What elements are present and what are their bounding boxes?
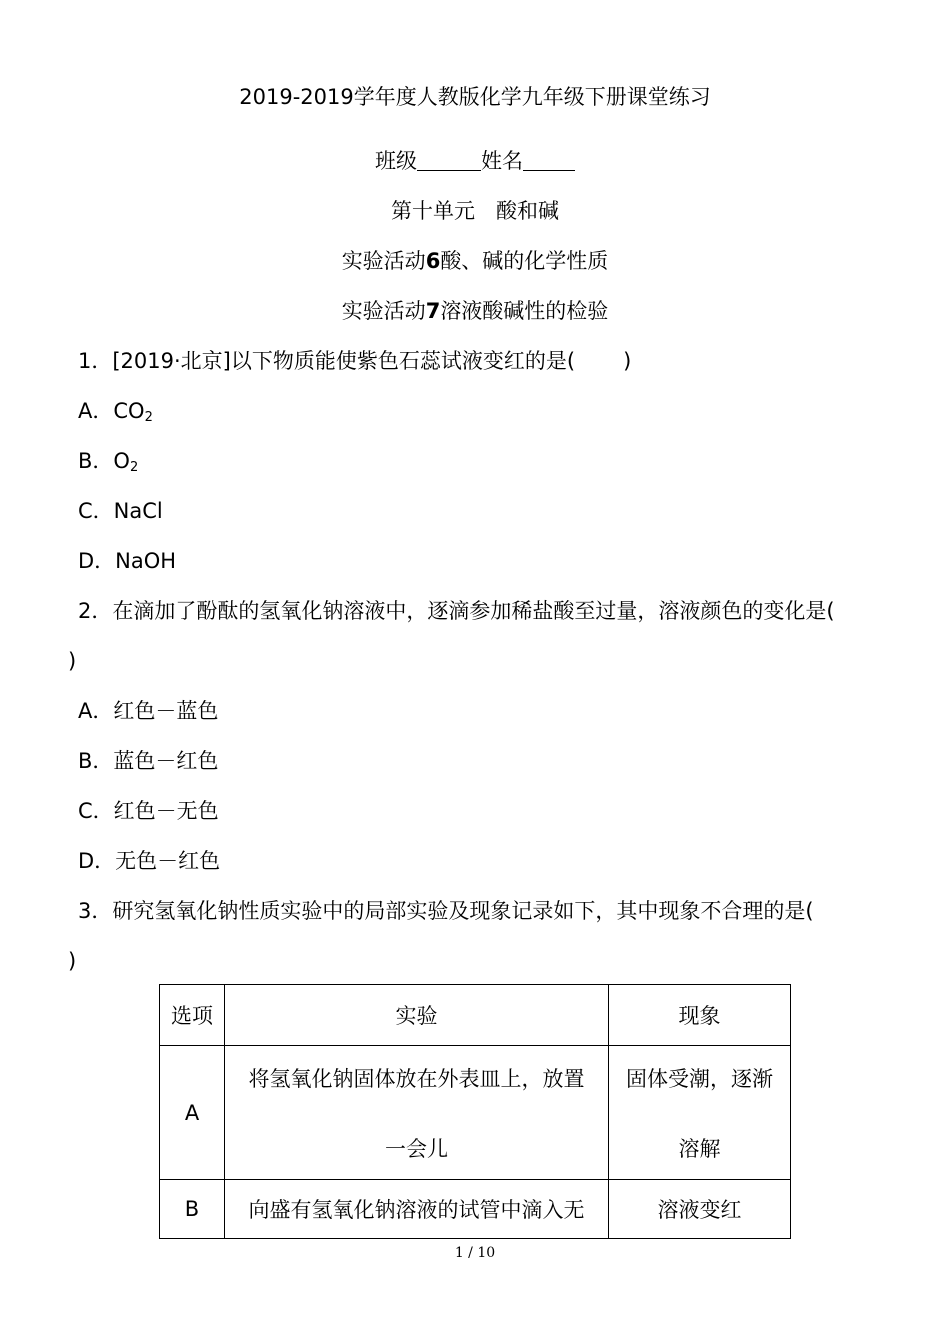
- row-a-option: A: [160, 1046, 225, 1180]
- name-label: 姓名: [481, 149, 523, 173]
- question-2-option-c: C．红色－无色: [78, 799, 219, 823]
- table-header-row: [160, 985, 791, 1046]
- header-experiment: 实验: [225, 985, 609, 1046]
- unit-title: 第十单元 酸和碱: [391, 199, 559, 223]
- row-a-experiment: 将氢氧化钠固体放在外表皿上，放置 一会儿: [225, 1046, 609, 1180]
- row-b-option: B: [160, 1180, 225, 1239]
- question-3-paren-close: ): [68, 949, 77, 973]
- question-3-stem: 3．研究氢氧化钠性质实验中的局部实验及现象记录如下，其中现象不合理的是(: [78, 899, 814, 923]
- table-row: [160, 1180, 791, 1239]
- class-label: 班级: [375, 149, 417, 173]
- question-2-paren-close: ): [68, 649, 77, 673]
- activity-6-prefix: 实验活动: [341, 249, 426, 273]
- experiment-table: [159, 984, 791, 1239]
- row-b-experiment: 向盛有氢氧化钠溶液的试管中滴入无: [225, 1180, 609, 1239]
- question-2-stem: 2．在滴加了酚酞的氢氧化钠溶液中，逐滴参加稀盐酸至过量，溶液颜色的变化是(: [78, 599, 835, 623]
- class-blank: [417, 148, 481, 171]
- question-1-paren-close: ): [623, 349, 632, 373]
- document-title: 2019-2019学年度人教版化学九年级下册课堂练习: [239, 85, 711, 109]
- question-2-option-d: D．无色－红色: [78, 849, 221, 873]
- activity-6-title: [0, 246, 950, 276]
- row-b-phenomenon: 溶液变红: [609, 1180, 791, 1239]
- row-a-phenomenon: 固体受潮，逐渐 溶解: [609, 1046, 791, 1180]
- activity-7-title: [0, 296, 950, 326]
- activity-7-number: 7: [425, 299, 441, 323]
- activity-6-number: 6: [425, 249, 441, 273]
- activity-7-text: 溶液酸碱性的检验: [440, 299, 609, 323]
- activity-7-prefix: 实验活动: [341, 299, 426, 323]
- activity-6-text: 酸、碱的化学性质: [440, 249, 609, 273]
- question-1-option-c: C．NaCl: [78, 499, 163, 523]
- table-row: [160, 1046, 791, 1180]
- page-number: 1 / 10: [454, 1245, 496, 1261]
- question-1-text: 1．[2019·北京]以下物质能使紫色石蕊试液变红的是(: [78, 349, 576, 373]
- name-blank: [523, 148, 575, 171]
- question-1-stem: [78, 346, 631, 376]
- question-1-option-d: D．NaOH: [78, 549, 177, 573]
- class-name-line: [0, 146, 950, 176]
- header-option: 选项: [160, 985, 225, 1046]
- question-2-option-a: A．红色－蓝色: [78, 699, 219, 723]
- question-1-option-a: A．$CO_2$: [78, 399, 153, 425]
- question-1-option-b: B．$O_2$: [78, 449, 139, 475]
- question-2-option-b: B．蓝色－红色: [78, 749, 219, 773]
- header-phenomenon: 现象: [609, 985, 791, 1046]
